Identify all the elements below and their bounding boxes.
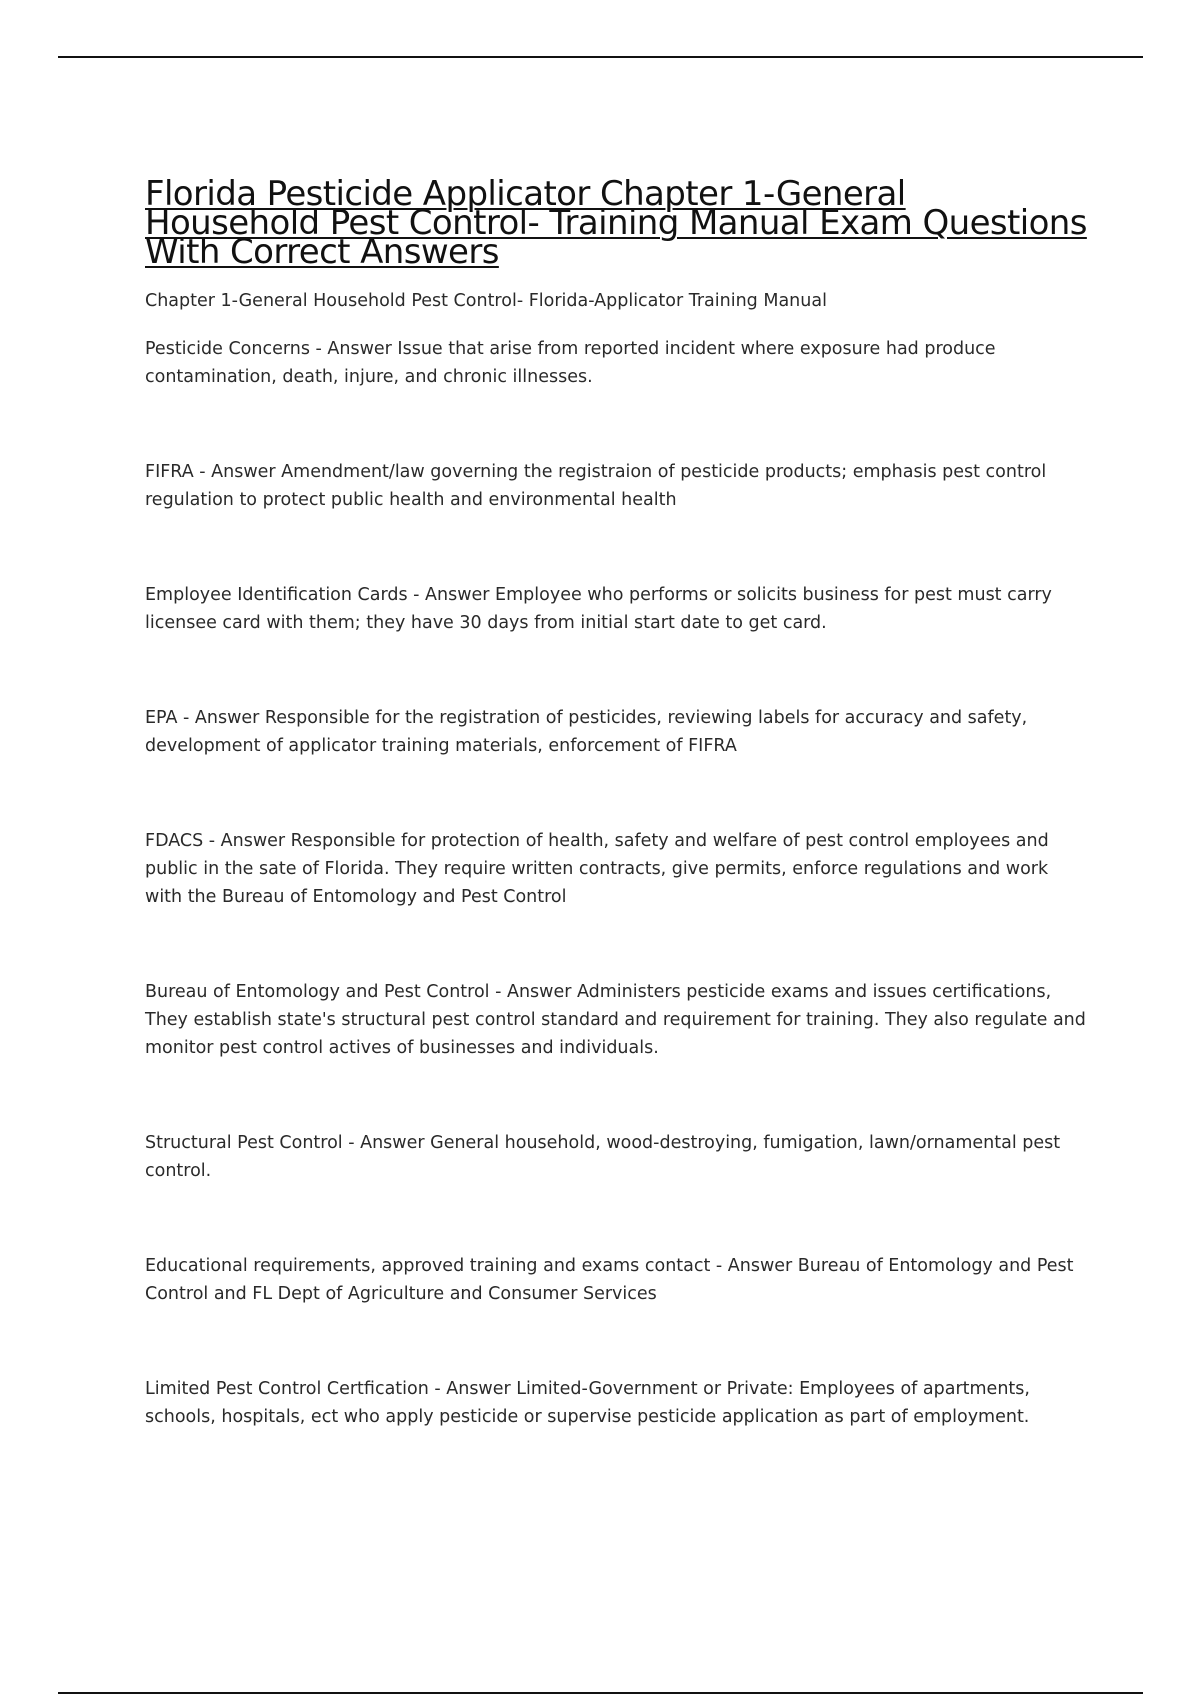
- document-title: Florida Pesticide Applicator Chapter 1-General Household Pest Control- Training Manual Exam Questions With Correct Answers: [145, 174, 1087, 272]
- qa-item-structural-pest-control: Structural Pest Control - Answer General household, wood-destroying, fumigation, lawn/ornamental pest control.: [145, 1133, 1061, 1181]
- qa-item-fifra: FIFRA - Answer Amendment/law governing the registraion of pesticide products; emphasis pest control regulation to protect public health and environmental health: [145, 462, 1047, 510]
- qa-item-pesticide-concerns: Pesticide Concerns - Answer Issue that arise from reported incident where exposure had produce contamination, death, injure, and chronic illnesses.: [145, 339, 996, 387]
- qa-item-employee-id-cards: Employee Identification Cards - Answer Employee who performs or solicits business for pest must carry licensee card with them; they have 30 days from initial start date to get card.: [145, 585, 1052, 633]
- qa-item-educational-requirements: Educational requirements, approved training and exams contact - Answer Bureau of Entomology and Pest Control and FL Dept of Agriculture and Consumer Services: [145, 1256, 1074, 1304]
- qa-list: [145, 335, 1090, 1431]
- qa-item-limited-certification: Limited Pest Control Certfication - Answer Limited-Government or Private: Employees of apartments, schools, hospitals, ect who apply pesticide or supervise pesticide application as part of employment.: [145, 1379, 1030, 1427]
- bottom-divider: [58, 1692, 1143, 1694]
- qa-item-epa: EPA - Answer Responsible for the registration of pesticides, reviewing labels for accuracy and safety, development of applicator training materials, enforcement of FIFRA: [145, 708, 1028, 756]
- top-divider: [58, 56, 1143, 58]
- document-body: [145, 174, 1090, 1431]
- qa-item-fdacs: FDACS - Answer Responsible for protection of health, safety and welfare of pest control employees and public in the sate of Florida. They require written contracts, give permits, enforce regulations and work with the Bureau of Entomology and Pest Control: [145, 831, 1049, 907]
- qa-item-bureau-entomology: Bureau of Entomology and Pest Control - Answer Administers pesticide exams and issues certifications, They establish state's structural pest control standard and requirement for training. They also regulate and monitor pest control actives of businesses and individuals.: [145, 982, 1086, 1058]
- document-subtitle: Chapter 1-General Household Pest Control- Florida-Applicator Training Manual: [145, 291, 827, 311]
